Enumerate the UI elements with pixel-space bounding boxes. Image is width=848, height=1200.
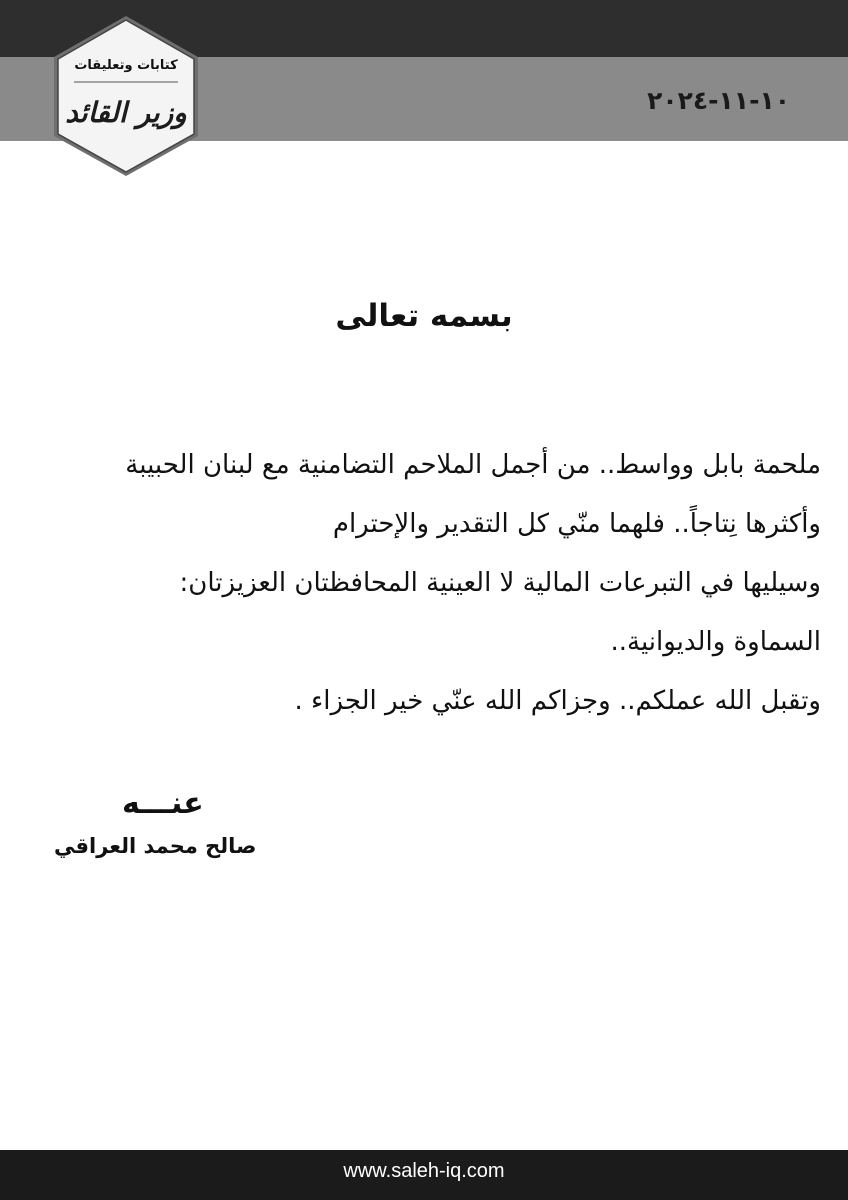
letter-line: السماوة والديوانية..	[610, 627, 821, 657]
signature-name: صالح محمد العراقي	[54, 834, 257, 858]
letter-line: وسيليها في التبرعات المالية لا العينية المحافظتان العزيزتان:	[179, 568, 821, 598]
logo-caption: كتابات وتعليقات	[74, 58, 178, 73]
letter-date: ١٠-١١-٢٠٢٤	[647, 86, 790, 115]
logo	[52, 14, 200, 178]
letter-body	[21, 436, 821, 731]
letter-line: ملحمة بابل وواسط.. من أجمل الملاحم التضامنية مع لبنان الحبيبة	[125, 450, 821, 480]
letter-heading: بسمه تعالى	[335, 298, 513, 334]
signature-from-label: عنـــه	[122, 786, 204, 821]
logo-name: وزير القائد	[65, 96, 187, 129]
footer-url-link[interactable]: www.saleh-iq.com	[343, 1160, 505, 1182]
letter-line: وأكثرها نِتاجاً.. فلهما منّي كل التقدير والإحترام	[332, 509, 821, 539]
letter-line: وتقبل الله عملكم.. وجزاكم الله عنّي خير الجزاء .	[294, 686, 821, 716]
